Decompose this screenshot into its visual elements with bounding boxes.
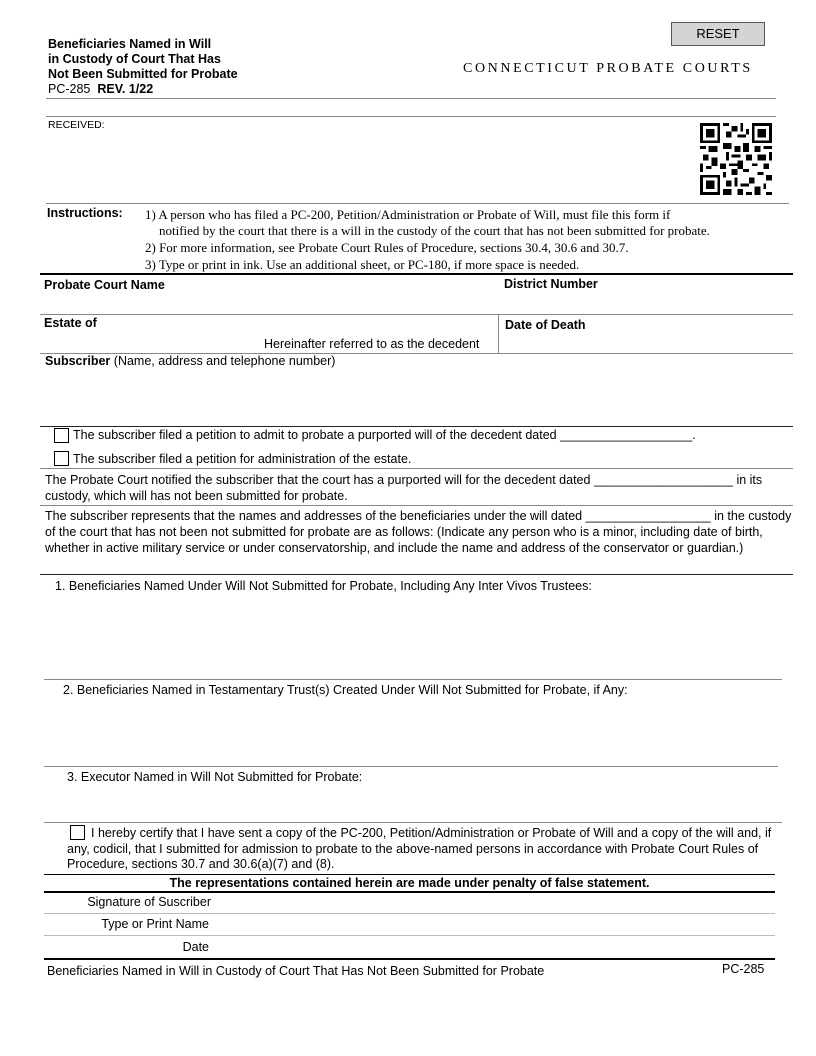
divider [46,203,789,204]
divider [44,766,778,767]
divider [44,958,775,960]
divider [40,426,793,427]
court-notified-statement: The Probate Court notified the subscriber that the court has a purported will for the decedent dated ____________________ in its custody, which will has not been submitted for probate. [45,473,763,503]
form-title-line-1: Beneficiaries Named in Will [48,37,212,51]
instructions-label: Instructions: [47,206,123,220]
divider [40,505,793,506]
date-of-death-label: Date of Death [505,318,586,332]
divider [40,574,793,575]
reset-button[interactable]: RESET [671,22,765,46]
divider [44,913,775,914]
courts-name: CONNECTICUT PROBATE COURTS [463,61,753,76]
penalty-statement: The representations contained herein are made under penalty of false statement. [169,876,650,890]
divider [40,468,793,469]
administration-petition-text: The subscriber filed a petition for administration of the estate. [73,452,412,466]
certify-statement: I hereby certify that I have sent a copy of the PC-200, Petition/Administration or Probate of Will and a copy of the will and, if any, codicil, that I submitted for admission to probate to the above-named persons in accordance with Probate Court Rules of Procedure, sections 30.7 and 30.6(a)(7) and (8). [67,826,772,871]
subscriber-label-detail: (Name, address and telephone number) [110,354,336,368]
form-title-line-2: in Custody of Court That Has [48,52,221,66]
divider [44,891,775,893]
qr-code-icon [700,123,772,195]
form-title-line-3: Not Been Submitted for Probate [48,67,238,81]
divider [44,935,775,936]
instruction-item-2: 2) For more information, see Probate Court Rules of Procedure, sections 30.4, 30.6 and 30.7. [145,240,629,255]
divider [40,314,793,315]
divider [40,273,793,275]
estate-of-label: Estate of [44,316,97,330]
signature-label: Signature of Suscriber [87,895,211,909]
footer-form-number: PC-285 [722,962,765,976]
instruction-item-1-cont: notified by the court that there is a will in the custody of the court that has not been submitted for probate. [159,223,710,238]
print-name-label: Type or Print Name [101,917,209,931]
subscriber-represents-statement: The subscriber represents that the names and addresses of the beneficiaries under the will dated __________________ in the custody of the court that has not been not submitted for probate are as follows: (Indicate any person who is a minor, including date of birth, whether in active military service or under conservatorship, and include the name and address of the conservator or guardian.) [45,509,792,555]
divider [498,314,499,354]
date-label: Date [182,940,209,954]
administration-petition-checkbox[interactable] [54,451,69,466]
form-title [48,37,238,97]
divider [44,874,775,875]
instruction-item-1: 1) A person who has filed a PC-200, Petition/Administration or Probate of Will, must file this form if [145,207,671,222]
divider [46,98,776,99]
footer-title: Beneficiaries Named in Will in Custody of Court That Has Not Been Submitted for Probate [47,964,545,978]
divider [44,822,782,823]
district-number-label: District Number [504,277,598,291]
received-label: RECEIVED: [48,119,105,131]
section-2-heading: 2. Beneficiaries Named in Testamentary Trust(s) Created Under Will Not Submitted for Probate, if Any: [63,683,628,697]
form-number: PC-285 [48,82,91,96]
subscriber-label [45,354,335,368]
probate-court-name-label: Probate Court Name [44,278,165,292]
divider [46,116,776,117]
divider [44,679,782,680]
instruction-item-3: 3) Type or print in ink. Use an additional sheet, or PC-180, if more space is needed. [145,257,580,272]
subscriber-label-bold: Subscriber [45,354,111,368]
section-3-heading: 3. Executor Named in Will Not Submitted for Probate: [67,770,363,784]
decedent-note: Hereinafter referred to as the decedent [264,337,480,351]
admit-petition-checkbox[interactable] [54,428,69,443]
admit-petition-text: The subscriber filed a petition to admit to probate a purported will of the decedent dated ___________________. [73,428,696,442]
section-1-heading: 1. Beneficiaries Named Under Will Not Submitted for Probate, Including Any Inter Vivos Trustees: [55,579,592,593]
form-revision: REV. 1/22 [97,82,154,96]
